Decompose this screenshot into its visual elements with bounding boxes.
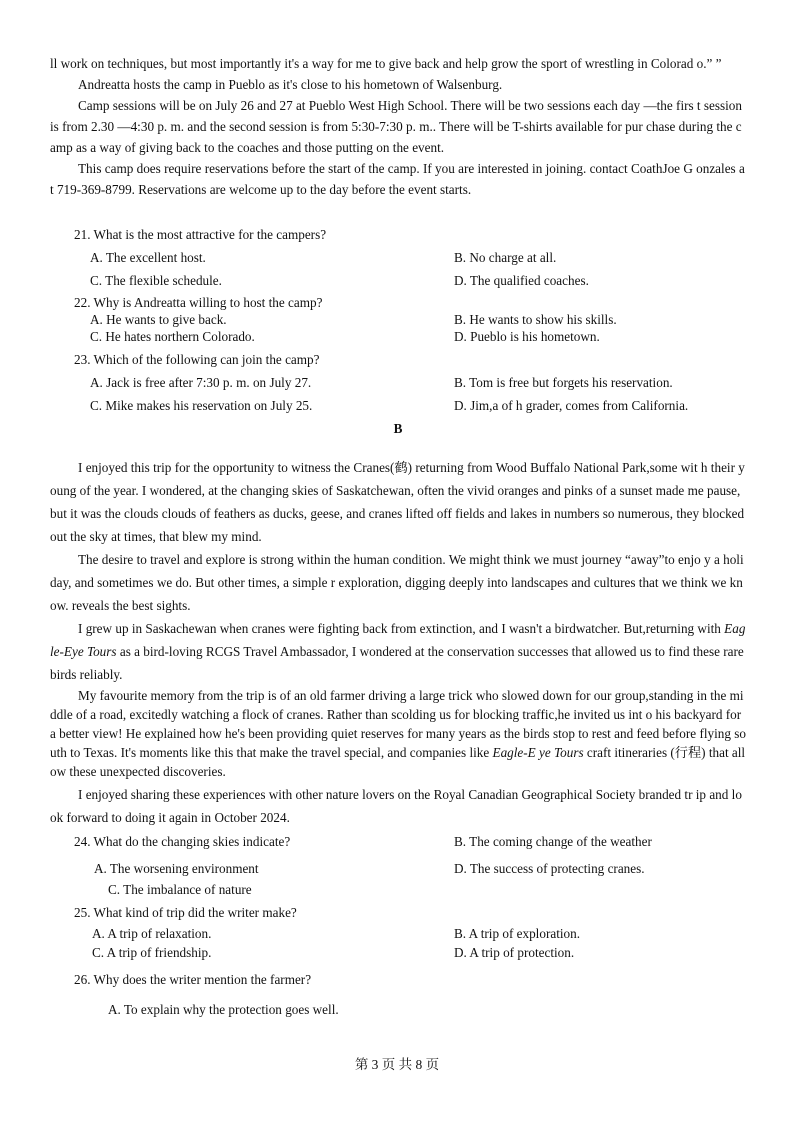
option-d: D. Jim,a of h grader, comes from California. [454, 398, 689, 413]
option-a: A. The excellent host. [90, 250, 206, 265]
options-row [50, 246, 746, 269]
question-22 [50, 294, 746, 311]
options-row [50, 394, 746, 417]
options-row [50, 857, 746, 880]
company-name: Eagle-Eye Tours [50, 621, 746, 659]
option-a: A. A trip of relaxation. [92, 926, 212, 941]
question-23 [50, 348, 746, 371]
passage-a-paragraph: ll work on techniques, but most importantly it's a way for me to give back and help grow the sport of wrestling in Colorad o.” ” [50, 56, 722, 71]
option-c: C. The flexible schedule. [90, 273, 222, 288]
question-stem: 22. Why is Andreatta willing to host the camp? [74, 295, 323, 310]
paragraph-text: as a bird-loving RCGS Travel Ambassador, I wondered at the conservation successes that allowed us to find these rare birds reliably. [50, 644, 744, 682]
question-21 [50, 223, 746, 246]
passage-b-paragraph [50, 617, 746, 686]
spacer [50, 200, 746, 223]
option-a: A. He wants to give back. [90, 312, 227, 327]
question-stem: 23. Which of the following can join the camp? [74, 352, 320, 367]
option-a: A. To explain why the protection goes well. [108, 1002, 339, 1017]
options-row [50, 880, 746, 899]
question-26 [50, 968, 746, 992]
page-content [50, 53, 746, 1022]
option-c: C. A trip of friendship. [92, 945, 212, 960]
options-row [50, 269, 746, 292]
question-stem: 21. What is the most attractive for the campers? [74, 227, 327, 242]
paragraph-text: craft itineraries (行程) that allow these unexpected discoveries. [50, 745, 746, 779]
options-row [50, 998, 746, 1022]
passage-a-paragraph: Camp sessions will be on July 26 and 27 at Pueblo West High School. There will be two sessions each day —the firs t session is from 2.30 —4:30 p. m. and the second session is from 5:30-7:30 p. m.. There will be T-shirts available for pur chase during the camp as a way of giving back to the coaches and those putting on the event. [50, 98, 742, 155]
option-c: C. He hates northern Colorado. [90, 329, 255, 344]
option-c: C. Mike makes his reservation on July 25. [90, 398, 313, 413]
question-24 [50, 830, 746, 853]
options-row [50, 311, 746, 328]
option-a: A. The worsening environment [94, 861, 259, 876]
question-25 [50, 901, 746, 924]
option-b: B. A trip of exploration. [454, 926, 581, 941]
paragraph-text: My favourite memory from the trip is of an old farmer driving a large trick who slowed down for our group,standing in the middle of a road, excitedly watching a flock of cranes. Rather than scolding us for blocking traffic,he invited us int o his backyard for a better view! He explained how he's been providing quiet reserves for many years as the birds stop to rest and feed before flying south to Texas. It's moments like this that make the travel special, and companies like [50, 688, 746, 760]
option-d: D. A trip of protection. [454, 945, 575, 960]
passage-b-paragraph: I enjoyed this trip for the opportunity to witness the Cranes(鹤) returning from Wood Buffalo National Park,some wit h their young of the year. I wondered, at the changing skies of Saskatchewan, often the vivid oranges and pinks of a sunset made me pause, but it was the clouds clouds of feathers as ducks, geese, and cranes lifted off fields and lakes in numbers so numerous, they blocked out the sky at times, that blew my mind. [50, 460, 745, 544]
options-row [50, 943, 746, 962]
option-d: D. The success of protecting cranes. [454, 861, 645, 876]
passage-b-paragraph: I enjoyed sharing these experiences with other nature lovers on the Royal Canadian Geographical Society branded tr ip and look forward to doing it again in October 2024. [50, 787, 742, 825]
option-a: A. Jack is free after 7:30 p. m. on July 27. [90, 375, 312, 390]
option-b: B. He wants to show his skills. [454, 312, 617, 327]
option-d: D. The qualified coaches. [454, 273, 589, 288]
option-b: B. No charge at all. [454, 250, 557, 265]
section-b-label: B [393, 421, 403, 436]
options-row [50, 924, 746, 943]
option-b: B. The coming change of the weather [454, 834, 652, 849]
option-d: D. Pueblo is his hometown. [454, 329, 600, 344]
passage-a-paragraph: This camp does require reservations before the start of the camp. If you are interested in joining. contact CoathJoe G onzales at 719-369-8799. Reservations are welcome up to the day before the event starts. [50, 161, 745, 197]
passage-b-paragraph: The desire to travel and explore is strong within the human condition. We might think we must journey “away”to enjo y a holiday, and sometimes we do. But other times, a simple r exploration, digging deeply into landscapes and cultures that we think we know. reveals the best sights. [50, 552, 744, 613]
question-stem: 25. What kind of trip did the writer make? [74, 905, 297, 920]
option-c: C. The imbalance of nature [108, 882, 252, 897]
passage-a-paragraph: Andreatta hosts the camp in Pueblo as it's close to his hometown of Walsenburg. [78, 77, 503, 92]
company-name: Eagle-E ye Tours [492, 745, 584, 760]
page-number-footer: 第 3 页 共 8 页 [354, 1057, 440, 1072]
option-b: B. Tom is free but forgets his reservation. [454, 375, 673, 390]
question-stem: 24. What do the changing skies indicate? [74, 834, 291, 849]
paragraph-text: I grew up in Saskachewan when cranes were fighting back from extinction, and I wasn't a birdwatcher. But,returning with [78, 621, 725, 636]
options-row [50, 371, 746, 394]
options-row [50, 328, 746, 345]
question-stem: 26. Why does the writer mention the farmer? [74, 972, 312, 987]
passage-b-paragraph [50, 686, 746, 781]
spacer [50, 440, 746, 456]
